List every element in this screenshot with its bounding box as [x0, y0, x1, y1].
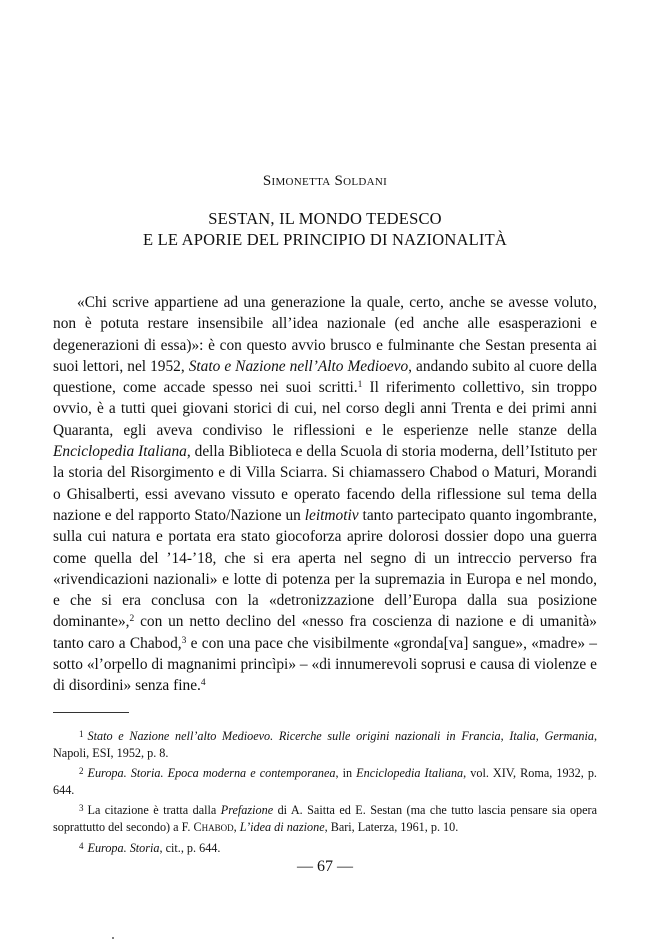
footnote-number: 3	[79, 803, 84, 814]
footnote-work-title: Stato e Nazione nell’alto Medioevo. Ricerche sulle origini nazionali in Francia, Italia, Germania	[87, 729, 594, 743]
body-work-title: Enciclopedia Italiana	[53, 443, 187, 461]
body-paragraph	[53, 292, 597, 697]
footnote-work-title: Europa. Storia	[87, 840, 160, 855]
footnote-1	[53, 726, 597, 761]
body-text: con un netto declino del «nesso fra coscienza di nazione e di umanità» tanto caro a Chabod,	[53, 613, 597, 652]
body-text: , della Biblioteca e della Scuola di storia moderna, dell’Istituto per la storia del Risorgimento e di Villa Sciarra. Si chiamassero Chabod o Maturi, Morandi o Ghisalberti, essi avevano vissuto e operato facendo della riflessione sul tema della nazione e del rapporto Stato/Nazione un	[53, 443, 597, 524]
page-number: — 67 —	[297, 858, 353, 875]
footnote-text: , vol. XIV, Roma, 1932, p. 644.	[53, 766, 597, 797]
footnote-text: , cit., p. 644.	[159, 840, 221, 855]
footnote-work-title: Europa. Storia. Epoca moderna e contemporanea	[87, 766, 336, 781]
footnote-text: ,	[233, 819, 240, 834]
footnote-4	[53, 838, 597, 857]
scan-speck	[112, 937, 114, 939]
body-text: Il riferimento collettivo, sin troppo ovvio, è a tutti quei giovani storici di cui, nel corso degli anni Trenta e dei primi anni Quaranta, egli aveva condiviso le riflessioni e le esperienze nelle stanze della	[53, 379, 597, 439]
footnote-separator	[53, 712, 129, 713]
footnote-3	[53, 800, 597, 835]
title-line-1: SESTAN, IL MONDO TEDESCO	[208, 209, 442, 228]
footnote-work-title: L’idea di nazione	[239, 819, 325, 834]
footnote-number: 2	[79, 766, 84, 777]
footnote-text: , in	[335, 766, 357, 781]
body-emphasis: leitmotiv	[304, 506, 359, 524]
footnote-text: La citazione è tratta dalla	[87, 803, 221, 818]
footnote-text: , Napoli, ESI, 1952, p. 8.	[53, 729, 597, 760]
footnote-author: Chabod	[193, 819, 234, 834]
footnote-ref-3[interactable]: 3	[181, 635, 187, 646]
footnote-ref-2[interactable]: 2	[129, 614, 135, 625]
author-name: Simonetta Soldani	[262, 173, 388, 189]
footnote-work-title: Prefazione	[220, 803, 274, 818]
body-text: «Chi scrive appartiene ad una generazione la quale, certo, anche se avesse voluto, non è potuta restare insensibile all’idea nazionale (ed anche alle esasperazioni e degenerazioni di essa)»: è con questo avvio brusco e fulminante che Sestan presenta ai suoi lettori, nel 1952,	[53, 294, 597, 375]
body-work-title: Stato e Nazione nell’Alto Medioevo	[188, 357, 409, 375]
footnote-ref-4[interactable]: 4	[200, 678, 206, 689]
body-text: , andando subito al cuore della questione, come accade spesso nei suoi scritti.	[53, 357, 597, 397]
footnote-text: di A. Saitta ed E. Sestan (ma che tutto lascia pensare sia opera soprattutto del secondo) a F.	[53, 803, 598, 834]
body-text: tanto partecipato quanto ingombrante, sulla cui natura e portata era stato giocoforza aprire dolorosi dossier dopo una guerra come quella del ’14-’18, che si era aperta nel segno di un intreccio perverso fra «rivendicazioni nazionali» e lotte di potenza per la supremazia in Europa e nel mondo, e che si era conclusa con la «detronizzazione dell’Europa dalla sua posizione dominante»,	[53, 506, 597, 631]
article-title	[0, 208, 650, 250]
body-text: e con una pace che visibilmente «gronda[va] sangue», «madre» – sotto «l’orpello di magnanimi princìpi» – «di innumerevoli soprusi e causa di violenze e di disordini» senza fine.	[53, 634, 597, 695]
title-line-2: E LE APORIE DEL PRINCIPIO DI NAZIONALITÀ	[143, 230, 507, 249]
footnotes	[53, 726, 597, 858]
footnote-2	[53, 763, 597, 798]
footnote-text: , Bari, Laterza, 1961, p. 10.	[324, 819, 459, 834]
footnote-number: 4	[79, 840, 84, 851]
footnote-ref-1[interactable]: 1	[357, 380, 363, 391]
footnote-work-title: Enciclopedia Italiana	[356, 766, 464, 781]
footnote-number: 1	[79, 729, 84, 739]
